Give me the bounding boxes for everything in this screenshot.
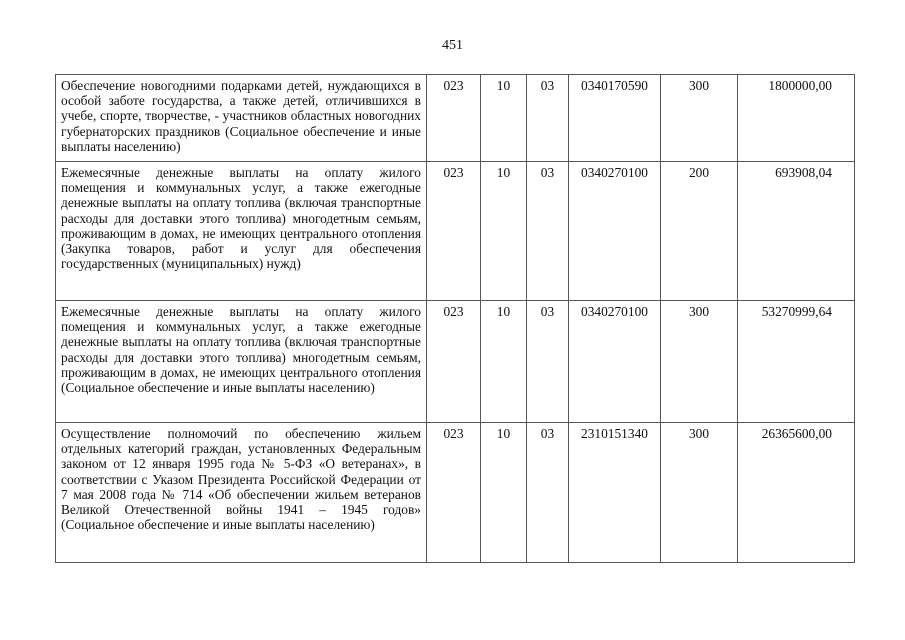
row-description: Обеспечение новогодними подарками детей, нуждающихся в особой заботе государства, а также детей, отличившихся в учебе, спорте, творчестве, - участников областных новогодних губернаторских праздников (Социальное обеспечение и иные выплаты населению) bbox=[56, 75, 427, 162]
subsection-code: 03 bbox=[527, 162, 569, 301]
table-row bbox=[56, 75, 855, 162]
section-code: 10 bbox=[481, 423, 527, 563]
ministry-code: 023 bbox=[427, 301, 481, 423]
amount: 1800000,00 bbox=[738, 75, 855, 162]
row-description: Ежемесячные денежные выплаты на оплату жилого помещения и коммунальных услуг, а также ежегодные денежные выплаты на оплату топлива (включая транспортные расходы для доставки этого топлива) многодетным семьям, проживающим в домах, не имеющих центрального отопления (Социальное обеспечение и иные выплаты населению) bbox=[56, 301, 427, 423]
table-row bbox=[56, 162, 855, 301]
ministry-code: 023 bbox=[427, 75, 481, 162]
row-description: Ежемесячные денежные выплаты на оплату жилого помещения и коммунальных услуг, а также ежегодные денежные выплаты на оплату топлива (включая транспортные расходы для доставки этого топлива) многодетным семьям, проживающим в домах, не имеющих центрального отопления (Закупка товаров, работ и услуг для обеспечения государственных (муниципальных) нужд) bbox=[56, 162, 427, 301]
section-code: 10 bbox=[481, 162, 527, 301]
section-code: 10 bbox=[481, 301, 527, 423]
table-row bbox=[56, 423, 855, 563]
page-number: 451 bbox=[442, 38, 463, 53]
expense-type-code: 300 bbox=[661, 301, 738, 423]
subsection-code: 03 bbox=[527, 75, 569, 162]
target-article-code: 0340270100 bbox=[569, 301, 661, 423]
row-description: Осуществление полномочий по обеспечению жильем отдельных категорий граждан, установленных Федеральным законом от 12 января 1995 года № 5-ФЗ «О ветеранах», в соответствии с Указом Президента Российской Федерации от 7 мая 2008 года № 714 «Об обеспечении жильем ветеранов Великой Отечественной войны 1941 – 1945 годов» (Социальное обеспечение и иные выплаты населению) bbox=[56, 423, 427, 563]
expense-type-code: 300 bbox=[661, 75, 738, 162]
amount: 26365600,00 bbox=[738, 423, 855, 563]
subsection-code: 03 bbox=[527, 423, 569, 563]
target-article-code: 0340270100 bbox=[569, 162, 661, 301]
section-code: 10 bbox=[481, 75, 527, 162]
expense-type-code: 300 bbox=[661, 423, 738, 563]
table-row bbox=[56, 301, 855, 423]
target-article-code: 2310151340 bbox=[569, 423, 661, 563]
target-article-code: 0340170590 bbox=[569, 75, 661, 162]
subsection-code: 03 bbox=[527, 301, 569, 423]
budget-table bbox=[55, 74, 855, 563]
amount: 53270999,64 bbox=[738, 301, 855, 423]
ministry-code: 023 bbox=[427, 162, 481, 301]
expense-type-code: 200 bbox=[661, 162, 738, 301]
amount: 693908,04 bbox=[738, 162, 855, 301]
ministry-code: 023 bbox=[427, 423, 481, 563]
